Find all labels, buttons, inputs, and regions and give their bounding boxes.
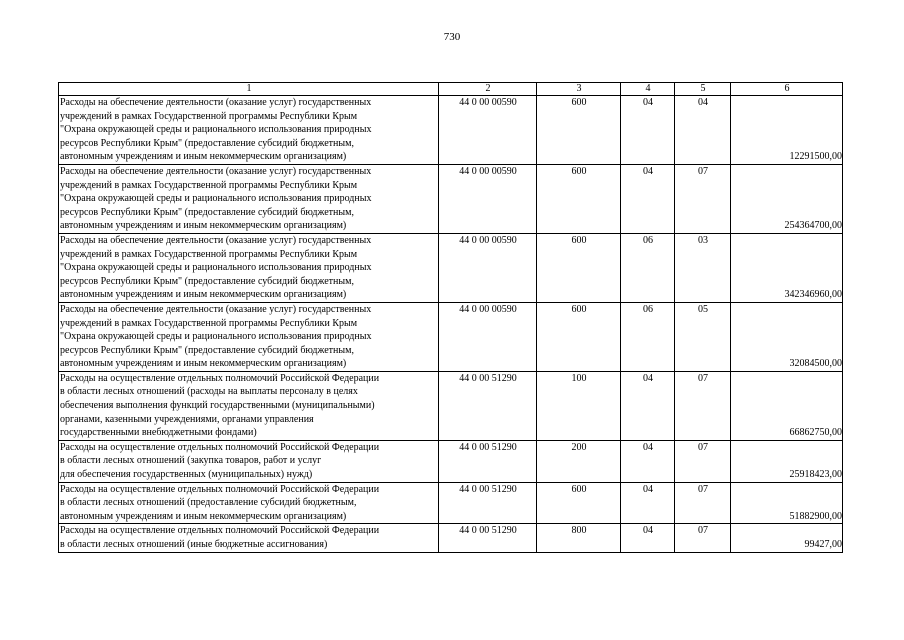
target-article-code: 44 0 00 00590 (439, 96, 537, 165)
section-code: 04 (621, 371, 675, 440)
column-header: 5 (675, 83, 731, 96)
expense-description: Расходы на осуществление отдельных полномочий Российской Федерации в области лесных отношений (предоставление субсидий бюджетным, автономным учреждениям и иным некоммерческим организациям) (59, 482, 439, 524)
expense-description: Расходы на обеспечение деятельности (оказание услуг) государственных учреждений в рамках Государственной программы Республики Крым "Охрана окружающей среды и рационального использования природных ресурсов Республики Крым" (предоставление субсидий бюджетным, автономным учреждениям и иным некоммерческим организациям) (59, 164, 439, 233)
section-code: 06 (621, 233, 675, 302)
table-row (59, 233, 843, 302)
section-code: 06 (621, 302, 675, 371)
table-row (59, 440, 843, 482)
amount: 12291500,00 (731, 96, 843, 165)
expense-description: Расходы на обеспечение деятельности (оказание услуг) государственных учреждений в рамках Государственной программы Республики Крым "Охрана окружающей среды и рационального использования природных ресурсов Республики Крым" (предоставление субсидий бюджетным, автономным учреждениям и иным некоммерческим организациям) (59, 96, 439, 165)
amount: 342346960,00 (731, 233, 843, 302)
subsection-code: 07 (675, 371, 731, 440)
page-number: 730 (443, 31, 461, 43)
expense-description: Расходы на осуществление отдельных полномочий Российской Федерации в области лесных отношений (иные бюджетные ассигнования) (59, 524, 439, 552)
section-code: 04 (621, 482, 675, 524)
subsection-code: 04 (675, 96, 731, 165)
target-article-code: 44 0 00 51290 (439, 371, 537, 440)
expense-description: Расходы на осуществление отдельных полномочий Российской Федерации в области лесных отношений (расходы на выплаты персоналу в целях обеспечения выполнения функций государственными (муниципальными) органами, казенными учреждениями, органами управления государственными внебюджетными фондами) (59, 371, 439, 440)
table-row (59, 524, 843, 552)
table-row (59, 96, 843, 165)
subsection-code: 03 (675, 233, 731, 302)
target-article-code: 44 0 00 51290 (439, 440, 537, 482)
expense-type: 800 (537, 524, 621, 552)
subsection-code: 05 (675, 302, 731, 371)
expense-type: 600 (537, 233, 621, 302)
header-row (59, 83, 843, 96)
expense-type: 200 (537, 440, 621, 482)
amount: 51882900,00 (731, 482, 843, 524)
budget-table (58, 82, 843, 553)
target-article-code: 44 0 00 00590 (439, 164, 537, 233)
target-article-code: 44 0 00 00590 (439, 233, 537, 302)
subsection-code: 07 (675, 482, 731, 524)
column-header: 6 (731, 83, 843, 96)
amount: 99427,00 (731, 524, 843, 552)
subsection-code: 07 (675, 164, 731, 233)
amount: 32084500,00 (731, 302, 843, 371)
subsection-code: 07 (675, 524, 731, 552)
section-code: 04 (621, 164, 675, 233)
expense-type: 600 (537, 96, 621, 165)
amount: 25918423,00 (731, 440, 843, 482)
section-code: 04 (621, 96, 675, 165)
expense-type: 600 (537, 482, 621, 524)
amount: 66862750,00 (731, 371, 843, 440)
target-article-code: 44 0 00 00590 (439, 302, 537, 371)
table-row (59, 371, 843, 440)
expense-type: 100 (537, 371, 621, 440)
amount: 254364700,00 (731, 164, 843, 233)
table-row (59, 482, 843, 524)
section-code: 04 (621, 440, 675, 482)
column-header: 1 (59, 83, 439, 96)
column-header: 2 (439, 83, 537, 96)
expense-description: Расходы на осуществление отдельных полномочий Российской Федерации в области лесных отношений (закупка товаров, работ и услуг для обеспечения государственных (муниципальных) нужд) (59, 440, 439, 482)
expense-type: 600 (537, 302, 621, 371)
target-article-code: 44 0 00 51290 (439, 482, 537, 524)
subsection-code: 07 (675, 440, 731, 482)
table-row (59, 302, 843, 371)
section-code: 04 (621, 524, 675, 552)
expense-description: Расходы на обеспечение деятельности (оказание услуг) государственных учреждений в рамках Государственной программы Республики Крым "Охрана окружающей среды и рационального использования природных ресурсов Республики Крым" (предоставление субсидий бюджетным, автономным учреждениям и иным некоммерческим организациям) (59, 302, 439, 371)
expense-description: Расходы на обеспечение деятельности (оказание услуг) государственных учреждений в рамках Государственной программы Республики Крым "Охрана окружающей среды и рационального использования природных ресурсов Республики Крым" (предоставление субсидий бюджетным, автономным учреждениям и иным некоммерческим организациям) (59, 233, 439, 302)
column-header: 4 (621, 83, 675, 96)
expense-type: 600 (537, 164, 621, 233)
column-header: 3 (537, 83, 621, 96)
target-article-code: 44 0 00 51290 (439, 524, 537, 552)
table-row (59, 164, 843, 233)
